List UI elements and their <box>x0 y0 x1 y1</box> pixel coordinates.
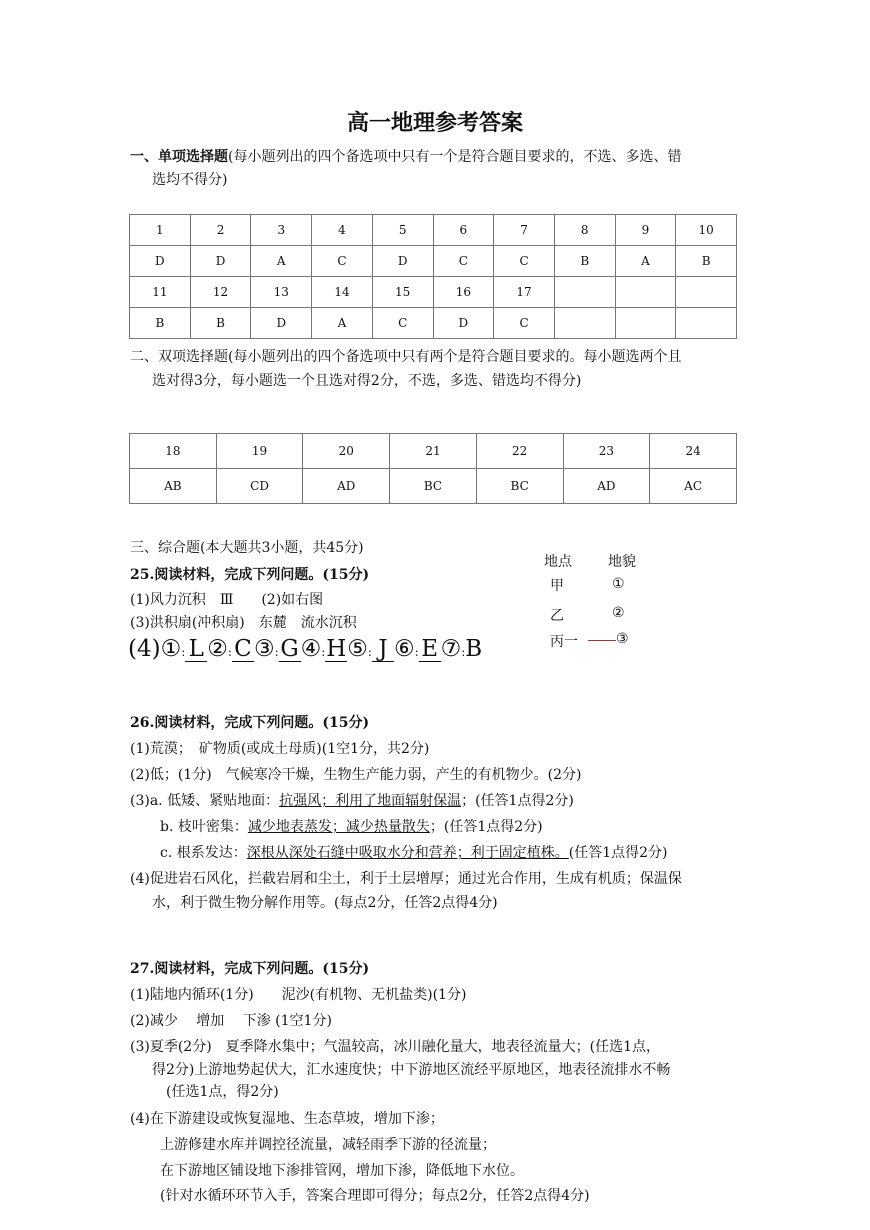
table-cell: D <box>190 246 251 277</box>
table-cell: 16 <box>433 277 494 308</box>
table-cell: 10 <box>676 215 737 246</box>
table-cell: A <box>312 308 373 339</box>
q26-3c-score: (任答1点得2分) <box>568 845 668 861</box>
q27-answer-4-line2: 上游修建水库并调控径流量，减轻雨季下游的径流量； <box>160 1137 496 1153</box>
q26-3a-label: (3)a. 低矮、紧贴地面： <box>130 793 280 809</box>
section2-heading: 二、双项选择题(每小题列出的四个备选项中只有两个是符合题目要求的。每小题选两个且 <box>130 349 682 365</box>
table-cell: BC <box>390 469 477 504</box>
table-row <box>130 277 737 308</box>
q26-answer-3c <box>160 842 668 862</box>
q25-answer-4-items: ①: L ②:C③:G④:H⑤: J ⑥: E ⑦:B <box>160 636 483 662</box>
match-answer: B <box>465 636 483 662</box>
table-cell: 15 <box>372 277 433 308</box>
table-cell: 7 <box>494 215 555 246</box>
q27-answer-2: (2)减少 增加 下渗 (1空1分) <box>130 1013 332 1029</box>
table-cell: 9 <box>615 215 676 246</box>
table-cell: 21 <box>390 434 477 469</box>
section3-heading: 三、综合题(本大题共3小题，共45分) <box>130 540 364 556</box>
table-cell: C <box>312 246 373 277</box>
match-number: ② <box>207 636 228 662</box>
table-cell: D <box>130 246 191 277</box>
single-choice-answer-table <box>129 214 737 339</box>
table-cell: AB <box>130 469 217 504</box>
q26-3b-answer: 减少地表蒸发；减少热量散失 <box>247 819 430 835</box>
table-row <box>130 246 737 277</box>
table-cell: 8 <box>554 215 615 246</box>
match-number: ① <box>160 636 182 662</box>
table-cell: AD <box>563 469 650 504</box>
section2-note: 选对得3分，每小题选一个且选对得2分，不选，多选、错选均不得分) <box>152 373 582 389</box>
section1-note: (每小题列出的四个备选项中只有一个是符合题目要求的，不选、多选、错 <box>228 149 682 165</box>
table-cell: 2 <box>190 215 251 246</box>
q27-answer-4-line3: 在下游地区铺设地下渗排管网，增加下渗，降低地下水位。 <box>160 1163 524 1179</box>
table-cell: 3 <box>251 215 312 246</box>
table-cell: B <box>190 308 251 339</box>
table-cell: D <box>251 308 312 339</box>
legend-header-landform: 地貌 <box>608 554 636 570</box>
table-cell: B <box>130 308 191 339</box>
table-cell: 19 <box>216 434 303 469</box>
q26-answer-1: (1)荒漠； 矿物质(或成土母质)(1空1分，共2分) <box>130 741 430 757</box>
q27-answer-3-line2: 得2分)上游地势起伏大，汇水速度快；中下游地区流经平原地区，地表径流排水不畅 <box>152 1062 671 1078</box>
legend-row1-location: 甲 <box>550 578 564 594</box>
legend-row3-landform: ③ <box>616 631 629 647</box>
table-cell: D <box>433 308 494 339</box>
table-cell <box>554 277 615 308</box>
q26-answer-4-line1: (4)促进岩石风化，拦截岩屑和尘土，利于土层增厚；通过光合作用，生成有机质；保温保 <box>130 871 682 887</box>
table-cell: 17 <box>494 277 555 308</box>
q26-3a-answer: 抗强风；利用了地面辐射保温 <box>279 793 462 809</box>
table-cell: 18 <box>130 434 217 469</box>
match-number: ⑦ <box>440 636 462 662</box>
table-cell: 14 <box>312 277 373 308</box>
table-cell: 24 <box>650 434 737 469</box>
table-cell: 13 <box>251 277 312 308</box>
legend-row1-landform: ① <box>612 576 625 592</box>
double-choice-answer-table <box>129 433 737 504</box>
table-row <box>130 434 737 469</box>
table-cell: 20 <box>303 434 390 469</box>
table-cell: AD <box>303 469 390 504</box>
q26-3c-answer: 深根从深处石缝中吸取水分和营养；利于固定植株。 <box>246 845 569 861</box>
table-cell <box>615 308 676 339</box>
q26-3c-label: c. 根系发达： <box>160 845 247 861</box>
match-number: ③ <box>253 636 275 662</box>
table-cell <box>676 277 737 308</box>
table-row <box>130 308 737 339</box>
match-number: ⑥ <box>393 636 415 662</box>
table-cell: C <box>433 246 494 277</box>
connector-line <box>588 640 616 641</box>
table-cell: B <box>554 246 615 277</box>
table-cell: 6 <box>433 215 494 246</box>
section1-heading-line <box>130 146 681 166</box>
q26-title: 26.阅读材料，完成下列问题。(15分) <box>130 715 370 731</box>
q26-3a-score: ；(任答1点得2分) <box>461 793 574 809</box>
table-cell <box>554 308 615 339</box>
table-cell: B <box>676 246 737 277</box>
table-cell <box>676 308 737 339</box>
table-cell: 23 <box>563 434 650 469</box>
match-answer: E <box>419 637 441 662</box>
match-answer: G <box>280 636 299 662</box>
q26-answer-3a <box>130 790 574 810</box>
table-cell: C <box>494 246 555 277</box>
table-cell: 5 <box>372 215 433 246</box>
section1-heading: 一、单项选择题 <box>130 149 228 165</box>
q27-answer-3-line1: (3)夏季(2分) 夏季降水集中；气温较高，冰川融化量大，地表径流量大；(任选1点， <box>130 1039 661 1055</box>
legend-row2-location: 乙 <box>550 608 564 624</box>
table-cell: 1 <box>130 215 191 246</box>
q25-answer-3: (3)洪积扇(冲积扇) 东麓 流水沉积 <box>130 615 357 631</box>
q25-answer-4 <box>128 636 482 662</box>
legend-header-location: 地点 <box>544 554 572 570</box>
match-answer: L <box>185 637 207 662</box>
match-answer: J <box>372 637 394 662</box>
table-cell: 22 <box>476 434 563 469</box>
table-cell: D <box>372 246 433 277</box>
q26-answer-4-line2: 水，利于微生物分解作用等。(每点2分，任答2点得4分) <box>152 895 498 911</box>
table-row <box>130 215 737 246</box>
q26-answer-2: (2)低；(1分) 气候寒冷干燥，生物生产能力弱，产生的有机物少。(2分) <box>130 767 582 783</box>
table-cell: 11 <box>130 277 191 308</box>
table-cell: C <box>494 308 555 339</box>
legend-row3-location: 丙一 <box>550 634 578 650</box>
q25-title: 25.阅读材料，完成下列问题。(15分) <box>130 567 370 583</box>
q26-answer-3b <box>160 816 543 836</box>
table-cell: A <box>251 246 312 277</box>
page-title: 高一地理参考答案 <box>346 111 523 136</box>
table-cell: CD <box>216 469 303 504</box>
q27-answer-4-line1: (4)在下游建设或恢复湿地、生态草坡，增加下渗； <box>130 1111 444 1127</box>
legend-row2-landform: ② <box>612 605 625 621</box>
q27-answer-1: (1)陆地内循环(1分) 泥沙(有机物、无机盐类)(1分) <box>130 987 467 1003</box>
q25-answer-4-prefix: (4) <box>128 636 161 662</box>
q27-title: 27.阅读材料，完成下列问题。(15分) <box>130 961 370 977</box>
table-cell: 12 <box>190 277 251 308</box>
table-cell: C <box>372 308 433 339</box>
table-cell: AC <box>650 469 737 504</box>
q26-3b-score: ；(任答1点得2分) <box>429 819 543 835</box>
table-cell: BC <box>476 469 563 504</box>
table-cell <box>615 277 676 308</box>
match-number: ④ <box>300 636 322 662</box>
table-cell: 4 <box>312 215 373 246</box>
match-answer: H <box>326 636 347 662</box>
table-cell: A <box>615 246 676 277</box>
q27-answer-4-line4: (针对水循环环节入手，答案合理即可得分；每点2分，任答2点得4分) <box>160 1188 590 1204</box>
q25-answer-1: (1)风力沉积 Ⅲ (2)如右图 <box>130 592 324 608</box>
table-row <box>130 469 737 504</box>
match-number: ⑤ <box>347 636 368 662</box>
q26-3b-label: b. 枝叶密集： <box>160 819 248 835</box>
match-answer: C <box>232 637 254 662</box>
section1-note-line2: 选均不得分) <box>152 172 228 188</box>
q27-answer-3-line3: (任选1点，得2分) <box>166 1084 279 1100</box>
